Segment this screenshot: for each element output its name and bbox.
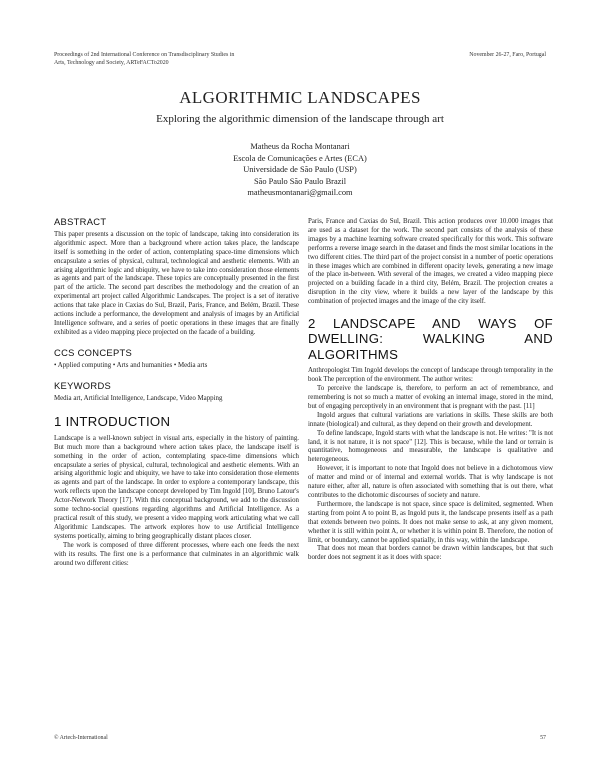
header-line-2: Arts, Technology and Society, ARTeFACTo2020 — [54, 60, 169, 66]
author-school: Escola de Comunicações e Artes (ECA) — [233, 153, 367, 163]
abstract-heading: ABSTRACT — [54, 216, 107, 227]
paper-title: ALGORITHMIC LANDSCAPES — [179, 88, 421, 107]
author-location: São Paulo São Paulo Brazil — [253, 176, 347, 186]
section-2-paragraph-4: However, it is important to note that Ingold does not believe in a dichotomous view of matter and mind or of internal and external worlds. That is why landscape is not nature either, after all, nature is often associated with something that is out there, what contributes to the dichotomic discourses of society and nature. — [308, 465, 553, 499]
keywords-text: Media art, Artificial Intelligence, Landscape, Video Mapping — [54, 394, 223, 402]
author-name: Matheus da Rocha Montanari — [250, 142, 350, 151]
running-header-left — [54, 51, 344, 67]
abstract-text: This paper presents a discussion on the topic of landscape, taking into consideration its algorithmic aspect. More than a background where action takes place, the landscape itself is something in the order of action, contemplating space-time dimensions which encapsulate a series of physical, cultural, technological and aesthetic elements. With an arising algorithmic logic and ubiquity, we have to take into consideration those elements as agents and part of the landscape. These topics are conceptually presented in the first part of the article. The second part describes the methodology and the creation of an experimental art project called Algorithmic Landscapes. The project is a set of iterative actions that take place in Caxias do Sul, Brazil, Paris, France, and Belém, Brazil. These actions include a performance, the development and analysis of images by an Artificial Intelligence software, and a series of poetic operations in these images that are finally exhibited as a video mapping piece projected on the facade of a building. — [54, 230, 299, 336]
author-block — [0, 141, 600, 199]
left-column — [54, 218, 299, 568]
right-column — [308, 218, 553, 563]
intro-heading: 1 INTRODUCTION — [54, 414, 171, 430]
ingold-quote: To perceive the landscape is, therefore, to perform an act of remembrance, and remembering is not so much a matter of evoking an internal image, stored in the mind, but of engaging perceptively in an environment that is pregnant with the past. [11] — [308, 385, 553, 410]
footer-copyright: © Artech-International — [54, 735, 108, 741]
ccs-text: • Applied computing • Arts and humanities • Media arts — [54, 361, 208, 369]
running-header-right: November 26-27, Faro, Portugal — [469, 52, 546, 58]
section-2-paragraph-6: That does not mean that borders cannot be drawn within landscapes, but that such border does not segment it as it does with space: — [308, 545, 553, 562]
author-university: Universidade de São Paulo (USP) — [243, 165, 357, 175]
intro-paragraph-1: Landscape is a well-known subject in visual arts, especially in the history of painting. But much more than a background where action takes place, the landscape itself is something in the order of action, contemplating space-time dimensions which encapsulate a series of physical, cultural, technological and aesthetic elements. With an arising algorithmic logic and ubiquity, we have to take into consideration those elements as agents and part of the landscape. In order to explore a contemporary landscape, this work reflects upon the landscape concept developed by Tim Ingold [10], Bruno Latour's Actor-Network Theory [17]. With this conceptual background, we add to the discussion some techno-social questions regarding algorithms and Artificial Intelligence. As a practical result of this study, we present a video mapping work articulating what we call Algorithmic Landscapes. The artwork explores how to use Artificial Intelligence systems poetically, aiming to bring geographically distant places closer. — [54, 434, 299, 540]
section-2-paragraph-3: To define landscape, Ingold starts with what the landscape is not. He writes: "It is not land, it is not nature, it is not space" [12]. This is because, while the land or terrain is quantitative, homogeneous and measurable, the landscape is qualitative and heterogeneous. — [308, 429, 553, 464]
section-2-paragraph-2: Ingold argues that cultural variations are variations in skills. These skills are both innate (biological) and cultural, as they depend on their growth and development. — [308, 411, 553, 428]
keywords-heading: KEYWORDS — [54, 379, 112, 391]
intro-continued-paragraph: Paris, France and Caxias do Sul, Brazil. This action produces over 10.000 images that are used as a dataset for the work. The second part consists of the analysis of these images by a machine learning software created specifically for this work. This software performs a reverse image search in the dataset and finds the most similar locations in the two different cities. The third part of the project consist in a number of poetic operations in these images which are combined in different opacity levels, generating a new image of the place in-between. With several of the images, we created a video mapping piece projected on a building facade in a third city, Belém, Brazil. The projection creates a disruption in the city view, where it builds a new layer of the landscape by this combination of projected images and the image of the city itself. — [308, 218, 553, 306]
section-2-paragraph-1: Anthropologist Tim Ingold develops the concept of landscape through temporality in the book The perception of the environment. The author writes: — [308, 367, 553, 384]
section-2-paragraph-5: Furthermore, the landscape is not space, since space is delimited, segmented. When starting from point A to point B, as Ingold puts it, the landscape presents itself as a path that extends between two points. It does not make sense to ask, at any given moment, whether it is still within point A, or whether it is within point B. Therefore, the notion of limit, or boundary, cannot be applied spatially, in this way, within the landscape. — [308, 500, 553, 544]
ccs-heading: CCS CONCEPTS — [54, 346, 133, 358]
paper-subtitle: Exploring the algorithmic dimension of the landscape through art — [156, 113, 444, 125]
intro-paragraph-2: The work is composed of three different processes, where each one feeds the next with its results. The first one is a performance that culminates in an algorithmic walk around two different cities: — [54, 541, 299, 567]
header-line-1: Proceedings of 2nd International Conference on Transdisciplinary Studies in — [54, 52, 235, 58]
author-email[interactable]: matheusmontanari@gmail.com — [247, 188, 353, 198]
page-number: 57 — [540, 735, 546, 741]
section-2-heading: 2 LANDSCAPE AND WAYS OF DWELLING: WALKING AND ALGORITHMS — [308, 316, 553, 362]
